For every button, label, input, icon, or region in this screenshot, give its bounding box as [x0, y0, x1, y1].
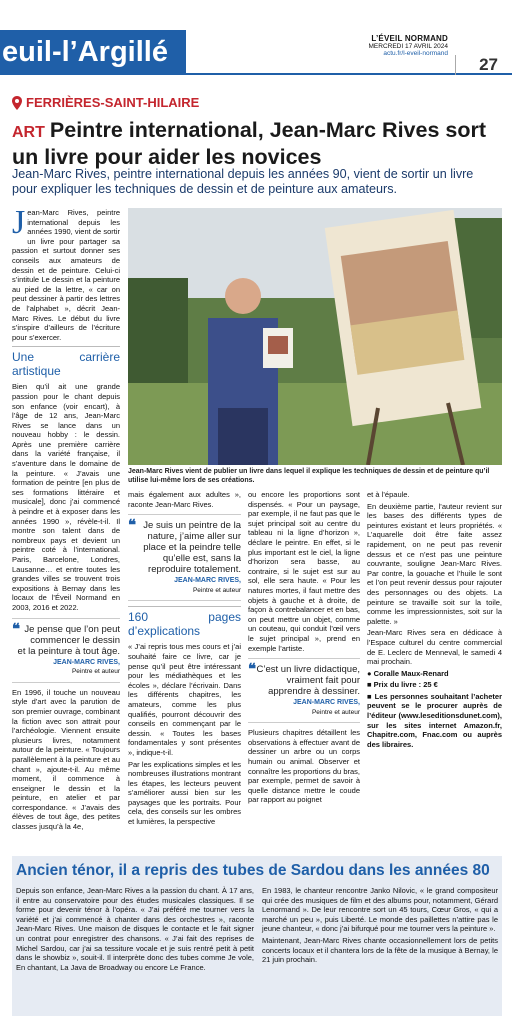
subhead-career: Une carrière artistique — [12, 346, 120, 378]
page-number: 27 — [479, 55, 498, 74]
order-info: ■ Les personnes souhaitant l’acheter peuvent se le procurer auprès de l’éditeur (www.leseditionsdunet.com), sur les sites internet Amazon.fr, Chapitre.com, Fnac.com ou auprès des libraires. — [367, 691, 502, 749]
photo-illustration — [128, 208, 502, 465]
pull-quote-3 — [248, 658, 360, 723]
paper-info — [369, 34, 448, 57]
location-line — [12, 95, 199, 110]
article-lede: Jean-Marc Rives, peintre international depuis les années 90, vient de sortir un livre pour expliquer les techniques de dessin et de peinture aux amateurs. — [12, 167, 474, 196]
quote-2-text: Je suis un peintre de la nature, j’aime aller sur place et la peindre telle qu’elle est, sans la reproduire totalement. — [143, 520, 241, 576]
column-1 — [12, 208, 120, 848]
paper-date: MERCREDI 17 AVRIL 2024 — [368, 43, 448, 50]
quote-3-text: C’est un livre didactique, vraiment fait pour apprendre à dessiner. — [256, 664, 360, 698]
sidebar-box-title: Ancien ténor, il a repris des tubes de Sardou dans les années 80 — [16, 862, 490, 879]
town-banner: euil-l’Argillé — [0, 30, 186, 75]
paint-types-paragraph: En deuxième partie, l’auteur revient sur les bases des différents types de peintures existant et leurs propriétés. « L’aquarelle doit être faite assez rapidement, on ne peut pas revenir dessus et ce n’est pas une peinture couvrante, souligne Jean-Marc Rives. Par contre, la gouache et l’huile le sont et l’on peut revenir dessus pour rajouter des personnages ou des objets. La peinture se travaille soit sur la toile, comme les impressionnistes, soit sur la palette. » — [367, 501, 502, 626]
headline-text: Peintre international, Jean-Marc Rives sort un livre pour aider les novices — [12, 118, 487, 169]
quote-3-author: JEAN-MARC RIVES, — [293, 699, 360, 707]
paper-name: L’ÉVEIL NORMAND — [371, 34, 448, 43]
paper-web[interactable]: actu.fr/l-eveil-normand — [383, 50, 448, 57]
header-rule — [186, 73, 512, 75]
quote-mark-icon: ❝ — [12, 620, 21, 638]
subhead-pages: 160 pages d’explications — [128, 606, 241, 638]
location-pin-icon — [12, 96, 22, 110]
pull-quote-2 — [128, 514, 241, 601]
sidebar-box-left — [16, 886, 254, 974]
author-signature: ● Coralle Maux-Renard — [367, 668, 449, 678]
dropcap: J — [12, 208, 26, 241]
quote-1-role: Peintre et auteur — [71, 668, 120, 676]
photo-caption: Jean-Marc Rives vient de publier un livre dans lequel il explique les techniques de dessin et de peinture qu’il utilise lui-même lors de ses créations. — [128, 468, 490, 484]
shoulder-line: et à l’épaule. — [367, 490, 410, 499]
signing-paragraph: Jean-Marc Rives sera en dédicace à l’Espace culturel du centre commercial de E. Leclerc de Menneval, le samedi 4 mai prochain. — [367, 628, 502, 667]
career-paragraph: Bien qu’il ait une grande passion pour le chant depuis son enfance (voir encart), à l’âge de 12 ans, Jean-Marc Rives se lance dans un nouveau hobby : le dessin. Après une première carrière dans la variété française, il s’aventure dans le domaine de la peinture. « J’avais une formation de peintre [en plus de ses formations littéraire et musicale], donc j’ai commencé à peindre et à exposer dans les années 1990 », révèle-t-il. Il montre son talent dans de nombreux pays et devient un peintre coté à l’international. Paris, Barcelone, Londres, Lausanne… et entre toutes les grandes villes se trouvent trois expositions à Bernay dans les locaux de l’Éveil Normand en 2003, 2016 et 2022. — [12, 382, 120, 612]
column-4 — [367, 490, 502, 850]
intro-paragraph: Jean-Marc Rives, peintre international depuis les années 1990, vient de sortir un livre pour partager sa passion et surtout donner ses conseils aux amateurs de dessin et de peinture. Celui-ci s’intitule Le dessin et la peinture au pied de la lettre, « car on peut dessiner à partir des lettres de l’alphabet », décrit Jean-Marc Rives. Le début du livre s’inspire d’ailleurs de l’écriture pour s’exercer. — [12, 208, 120, 342]
column-3 — [248, 490, 360, 850]
sidebar-box — [12, 856, 502, 1016]
quote-mark-icon: ❝ — [248, 661, 257, 679]
quote-2-role: Peintre et auteur — [192, 586, 241, 594]
lessons-paragraph: Par les explications simples et les nombreuses illustrations montrant les étapes, les lecteurs peuvent s’améliorer aussi bien sur les paysages que les portraits. Pour cela, des conseils sur les ombres et lumières, la perspective — [128, 759, 241, 827]
books-paragraph: En 1996, il touche un nouveau style d’art avec la parution de son premier ouvrage, combinant la fiction avec son attrait pour l’archéologie. Viennent ensuite plusieurs livres, notamment autour de la peinture. « Toujours parallèlement à la peinture et au chant », ajoute-t-il. Au même moment, il commence à enseigner le dessin et la peinture, en atelier et par correspondance. « J’avais des élèves de tout âge, des petites classes jusqu’à la 4e, — [12, 687, 120, 832]
pages-paragraph: « J’ai repris tous mes cours et j’ai souhaité faire ce livre, car je pense qu’il peut être intéressant pour les médiathèques et les écoles », déclare l’écrivain. Dans les différents chapitres, les amateurs, comme les plus qualifiés, pourront découvrir des conseils en commençant par le dessin. « Toutes les bases fondamentales y sont présentes », indique-t-il. — [128, 642, 241, 757]
pull-quote-1 — [12, 618, 120, 683]
header-separator — [455, 55, 456, 75]
article-photo — [128, 208, 502, 465]
location-name: FERRIÈRES-SAINT-HILAIRE — [26, 95, 200, 110]
chapters-paragraph: Plusieurs chapitres détaillent les observations à effectuer avant de dessiner un arbre ou un corps humain ou animal. Observer et connaître les proportions du bras, par exemple, permet de savoir à quelle distance mettre le coude par rapport au poignet — [248, 728, 360, 805]
sidebar-right-paragraph-1: En 1983, le chanteur rencontre Janko Nilovic, « le grand compositeur qui crée des musiques de film et des albums pour, notamment, Gérard Lenormand ». De leur rencontre sort un 45 tours, Cœur Gros, « qui a marché un peu », puis Liberté. Le monde des paillettes n’attire pas le jeune chanteur, « donc j’ai bifurqué pour me tourner vers la peinture ». — [262, 886, 498, 934]
column-2 — [128, 490, 241, 850]
col2-intro: mais également aux adultes », raconte Jean-Marc Rives. — [128, 490, 241, 509]
quote-mark-icon: ❝ — [128, 517, 137, 535]
quote-2-author: JEAN-MARC RIVES, — [174, 577, 241, 585]
page-header — [0, 0, 512, 82]
sidebar-left-paragraph: Depuis son enfance, Jean-Marc Rives a la passion du chant. À 17 ans, il entre au conservatoire pour des études musicales classiques. Il se forme pour devenir ténor à l’opéra. « J’ai préféré me tourner vers la variété et j’ai commencé à chanter dans des orchestres », raconte Jean-Marc Rives. Une maison de disques le contacte et le fait signer un contrat pour enregistrer des chansons. « J’ai fait des reprises de Michel Sardou, car j’ai sa tessiture vocale et je suis rentré petit à petit dans le showbiz », souit-il. Il interprète donc des tubes comme Je vole, En chantant, La Java de Broadway ou encore Le France. — [16, 886, 254, 972]
landscape-paragraph: ou encore les proportions sont dispensés. « Pour un paysage, par exemple, il ne faut pas que le sujet principal soit au centre du tableau ni la ligne d’horizon », déclare le peintre. En effet, si le plus important est le ciel, la ligne d’horizon sera basse, au contraire, si le sujet est sur au sol, elle sera haute. « Pour les natures mortes, il faut mettre des objets à gauche et à droite, de façon à contrebalancer et en bas, on peut mettre un objet, comme un couteau, qui conduit l’œil vers le sujet principal », prend en exemple l’artiste. — [248, 490, 360, 653]
book-price: ■ Prix du livre : 25 € — [367, 680, 438, 690]
article-headline — [12, 118, 502, 170]
quote-1-text: Je pense que l’on peut commencer le dessin et la peinture à tout âge. — [17, 623, 120, 657]
quote-1-author: JEAN-MARC RIVES, — [53, 658, 120, 666]
sidebar-right-paragraph-2: Maintenant, Jean-Marc Rives chante occasionnellement lors de petits concerts locaux et il chantera lors de la fête de la musique à Bernay, le 21 juin prochain. — [262, 935, 498, 965]
sidebar-box-right — [262, 886, 498, 967]
quote-3-role: Peintre et auteur — [311, 708, 360, 716]
article-kicker: ART — [12, 124, 45, 141]
